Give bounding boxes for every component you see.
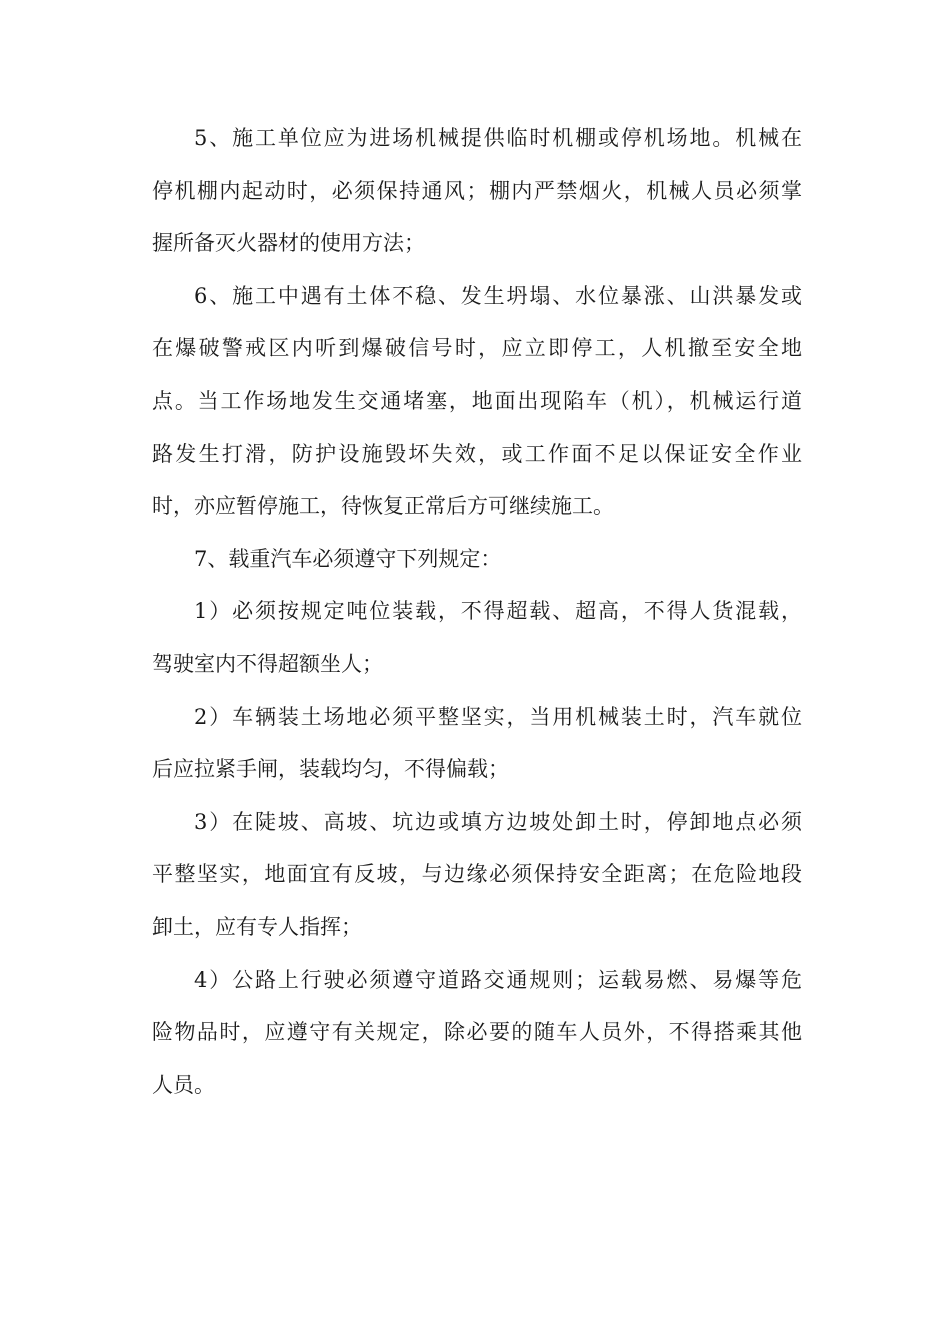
text-line: 5、施工单位应为进场机械提供临时机棚或停机场地。机械在 — [194, 126, 802, 150]
text-line: 1）必须按规定吨位装载，不得超载、超高，不得人货混载， — [194, 599, 802, 624]
text-line: 后应拉紧手闸，装载均匀，不得偏载； — [152, 757, 509, 782]
sub-item-4 — [152, 954, 802, 1112]
text-line: 平整坚实，地面宜有反坡，与边缘必须保持安全距离；在危险地段 — [152, 862, 802, 887]
paragraph-item-7 — [152, 533, 802, 586]
text-line: 在爆破警戒区内听到爆破信号时，应立即停工，人机撤至安全地 — [152, 336, 802, 361]
text-line: 驾驶室内不得超额坐人； — [152, 651, 383, 676]
text-line: 握所备灭火器材的使用方法； — [152, 231, 425, 256]
paragraph-item-5 — [152, 112, 802, 270]
text-line: 时，亦应暂停施工，待恢复正常后方可继续施工。 — [152, 494, 614, 519]
sub-item-2 — [152, 691, 802, 796]
text-line: 4）公路上行驶必须遵守道路交通规则；运载易燃、易爆等危 — [194, 967, 802, 992]
text-line: 3）在陡坡、高坡、坑边或填方边坡处卸土时，停卸地点必须 — [194, 809, 802, 834]
paragraph-item-6 — [152, 270, 802, 533]
sub-item-3 — [152, 796, 802, 954]
text-line: 卸土，应有专人指挥； — [152, 914, 362, 939]
text-line: 7、载重汽车必须遵守下列规定： — [194, 546, 502, 571]
text-line: 人员。 — [152, 1072, 215, 1097]
document-body — [152, 112, 802, 1111]
text-line: 6、施工中遇有土体不稳、发生坍塌、水位暴涨、山洪暴发或 — [194, 283, 802, 308]
text-line: 点。当工作场地发生交通堵塞，地面出现陷车（机），机械运行道 — [152, 388, 802, 413]
sub-item-1 — [152, 585, 802, 690]
text-line: 险物品时，应遵守有关规定，除必要的随车人员外，不得搭乘其他 — [152, 1020, 802, 1045]
text-line: 停机棚内起动时，必须保持通风；棚内严禁烟火，机械人员必须掌 — [152, 178, 802, 203]
text-line: 路发生打滑，防护设施毁坏失效，或工作面不足以保证安全作业 — [152, 441, 802, 466]
text-line: 2）车辆装土场地必须平整坚实，当用机械装土时，汽车就位 — [194, 704, 802, 729]
